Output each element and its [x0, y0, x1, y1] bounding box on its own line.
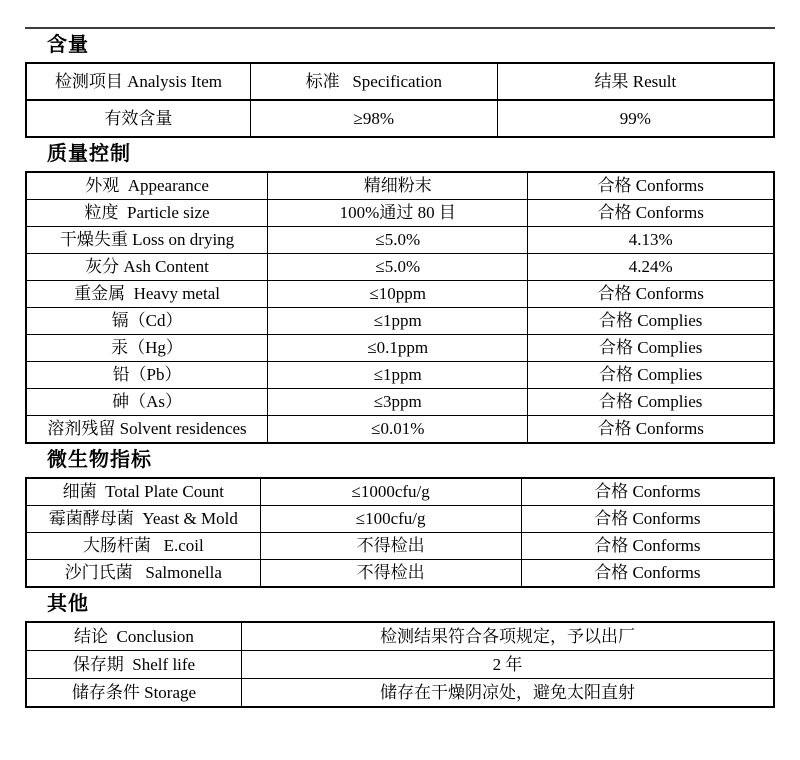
- cell-specification: ≤5.0%: [268, 227, 528, 254]
- table-row: [26, 254, 774, 281]
- table-row: [26, 100, 774, 137]
- cell-item: 砷（As）: [26, 389, 268, 416]
- cell-item: 铅（Pb）: [26, 362, 268, 389]
- section-heading-other: 其他: [47, 593, 89, 615]
- cell-result: 合格 Conforms: [528, 172, 774, 200]
- section-heading-micro: 微生物指标: [47, 449, 152, 471]
- cell-specification: ≤0.1ppm: [268, 335, 528, 362]
- cell-result: 合格 Conforms: [521, 478, 774, 506]
- cell-specification: ≤10ppm: [268, 281, 528, 308]
- header-result: 结果 Result: [497, 63, 774, 100]
- quality-control-table: [25, 171, 775, 444]
- cell-result: 4.13%: [528, 227, 774, 254]
- section-heading-content: 含量: [47, 34, 89, 56]
- cell-item: 溶剂残留 Solvent residences: [26, 416, 268, 444]
- cell-specification: ≤0.01%: [268, 416, 528, 444]
- cell-value: 检测结果符合各项规定，予以出厂: [241, 622, 774, 651]
- cell-item: 汞（Hg）: [26, 335, 268, 362]
- cell-specification: 不得检出: [260, 533, 521, 560]
- table-row: [26, 227, 774, 254]
- cell-result: 合格 Complies: [528, 389, 774, 416]
- cell-item: 灰分 Ash Content: [26, 254, 268, 281]
- table-row: [26, 335, 774, 362]
- header-specification: 标准 Specification: [250, 63, 497, 100]
- cell-result: 合格 Complies: [528, 335, 774, 362]
- cell-result: 合格 Conforms: [528, 281, 774, 308]
- table-row: [26, 389, 774, 416]
- cell-specification: 不得检出: [260, 560, 521, 588]
- cell-item: 细菌 Total Plate Count: [26, 478, 260, 506]
- table-row: [26, 478, 774, 506]
- table-row: [26, 281, 774, 308]
- cell-result: 合格 Conforms: [528, 416, 774, 444]
- table-row: [26, 533, 774, 560]
- cell-item: 外观 Appearance: [26, 172, 268, 200]
- cell-item: 有效含量: [26, 100, 250, 137]
- table-row: [26, 560, 774, 588]
- cell-specification: ≤3ppm: [268, 389, 528, 416]
- top-rule: [25, 27, 775, 29]
- cell-item: 大肠杆菌 E.coil: [26, 533, 260, 560]
- cell-specification: 100%通过 80 目: [268, 200, 528, 227]
- table-header-row: [26, 63, 774, 100]
- table-row: [26, 416, 774, 444]
- table-row: [26, 679, 774, 708]
- cell-result: 合格 Conforms: [528, 200, 774, 227]
- section-heading-quality: 质量控制: [47, 143, 131, 165]
- cell-item: 霉菌酵母菌 Yeast & Mold: [26, 506, 260, 533]
- cell-specification: ≤100cfu/g: [260, 506, 521, 533]
- cell-item: 储存条件 Storage: [26, 679, 241, 708]
- cell-specification: ≥98%: [250, 100, 497, 137]
- other-table: [25, 621, 775, 708]
- cell-specification: ≤5.0%: [268, 254, 528, 281]
- cell-item: 干燥失重 Loss on drying: [26, 227, 268, 254]
- cell-item: 粒度 Particle size: [26, 200, 268, 227]
- cell-item: 镉（Cd）: [26, 308, 268, 335]
- coa-document: [0, 27, 800, 708]
- cell-specification: 精细粉末: [268, 172, 528, 200]
- cell-result: 4.24%: [528, 254, 774, 281]
- cell-item: 沙门氏菌 Salmonella: [26, 560, 260, 588]
- table-row: [26, 308, 774, 335]
- cell-item: 保存期 Shelf life: [26, 651, 241, 679]
- cell-result: 合格 Conforms: [521, 506, 774, 533]
- cell-result: 合格 Conforms: [521, 560, 774, 588]
- cell-item: 重金属 Heavy metal: [26, 281, 268, 308]
- header-analysis-item: 检测项目 Analysis Item: [26, 63, 250, 100]
- content-table: [25, 62, 775, 138]
- cell-specification: ≤1ppm: [268, 362, 528, 389]
- cell-result: 合格 Complies: [528, 308, 774, 335]
- cell-result: 合格 Complies: [528, 362, 774, 389]
- microbiological-table: [25, 477, 775, 588]
- cell-value: 储存在干燥阴凉处，避免太阳直射: [241, 679, 774, 708]
- table-row: [26, 651, 774, 679]
- cell-result: 99%: [497, 100, 774, 137]
- cell-value: 2 年: [241, 651, 774, 679]
- table-row: [26, 172, 774, 200]
- cell-specification: ≤1ppm: [268, 308, 528, 335]
- table-row: [26, 200, 774, 227]
- table-row: [26, 506, 774, 533]
- table-row: [26, 362, 774, 389]
- cell-result: 合格 Conforms: [521, 533, 774, 560]
- cell-specification: ≤1000cfu/g: [260, 478, 521, 506]
- table-row: [26, 622, 774, 651]
- cell-item: 结论 Conclusion: [26, 622, 241, 651]
